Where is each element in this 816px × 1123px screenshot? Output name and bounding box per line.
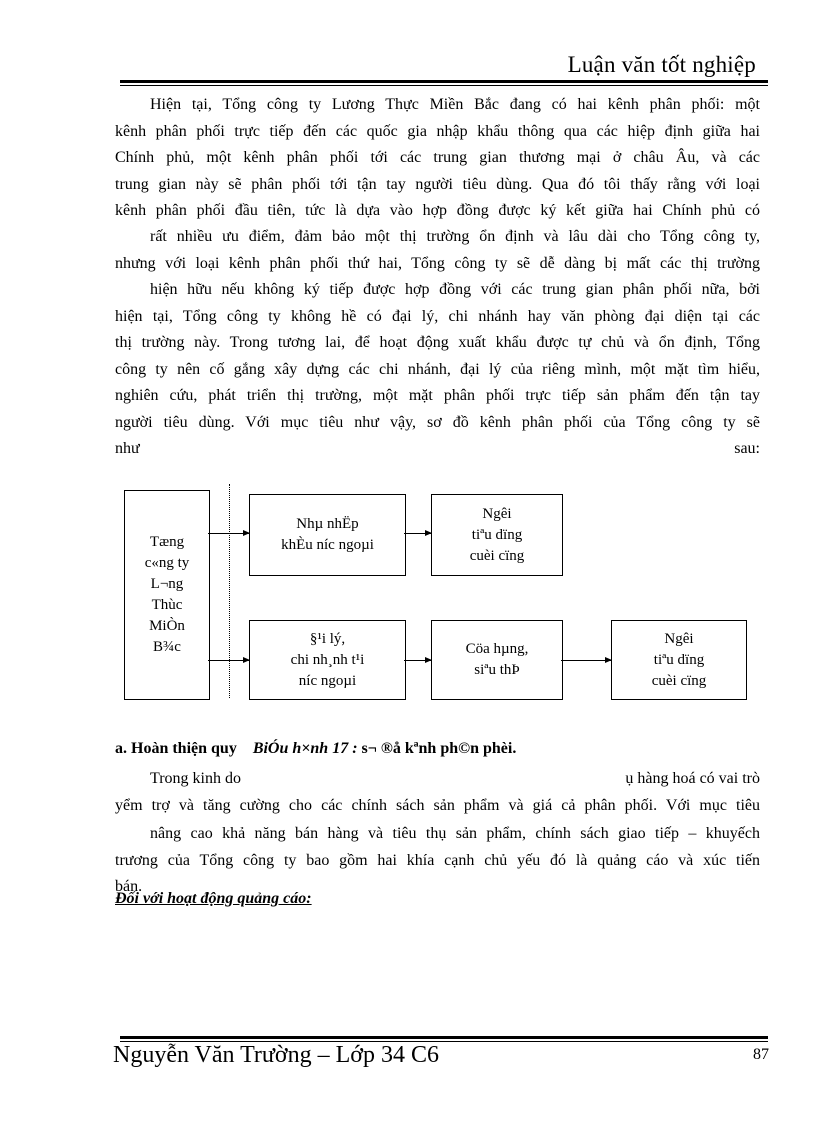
box-line: cuèi cïng: [469, 547, 525, 564]
section-heading-line: [115, 740, 516, 758]
box-line: Ngêi: [664, 630, 694, 647]
arrow-retail-to-consumer: [561, 660, 611, 661]
box-line: tiªu dïng: [653, 651, 705, 668]
text-line: kênh phân phối đầu tiên, tức là dựa vào hợp đồng được ký kết giữa hai Chính phủ có: [115, 202, 760, 219]
figure-caption-label: BiÓu h×nh 17 :: [252, 740, 358, 757]
text-line: hiện hữu nếu không ký tiếp được hợp đồng với các trung gian phân phối nữa, bởi: [150, 281, 760, 298]
paragraph-distribution-2: [115, 224, 760, 277]
text-fragment: như: [115, 440, 140, 457]
box-consumer-top: [431, 494, 563, 576]
dotted-divider: [229, 484, 230, 698]
paragraph-promotion-2: [115, 821, 760, 901]
header-rule-thick: [120, 80, 768, 83]
text-line: hiện tại, Tổng công ty không hề có đại lý, chi nhánh hay văn phòng đại diện tại các: [115, 307, 760, 325]
box-line: §¹i lý,: [309, 630, 346, 647]
box-line: cuèi cïng: [651, 672, 707, 689]
text-fragment: Trong kinh do: [150, 770, 241, 787]
box-line: Ngêi: [482, 505, 512, 522]
page-number: 87: [753, 1046, 769, 1063]
box-line: Thùc: [151, 597, 183, 613]
text-line: Chính phủ, một kênh phân phối tới các trung gian thương mại ở châu Âu, và các: [115, 149, 760, 166]
box-line: MiÒn: [149, 618, 185, 634]
text-line: thị trường này. Trong tương lai, để hoạt động xuất khẩu được tự chủ và ổn định, Tổng: [115, 334, 760, 351]
subheading-advertising: Đối với hoạt động quảng cáo:: [115, 890, 312, 907]
box-line: tiªu dïng: [471, 526, 523, 543]
box-importer: [249, 494, 406, 576]
box-line: Nhµ nhËp: [296, 516, 359, 532]
running-header-title: Luận văn tốt nghiệp: [567, 52, 756, 77]
paragraph-distribution-3: [115, 277, 760, 463]
section-heading: a. Hoàn thiện quy: [115, 740, 237, 757]
text-line: công ty nên cố gắng xây dựng các chi nhánh, đại lý của riêng mình, một mặt tìm hiểu,: [115, 360, 760, 378]
box-agent: [249, 620, 406, 700]
text-line-split: [115, 766, 760, 793]
box-line: siªu thÞ: [474, 662, 520, 678]
arrow-importer-to-consumer: [404, 533, 431, 534]
box-line: khÈu níc ngoµi: [281, 537, 374, 553]
text-line: yểm trợ và tăng cường cho các chính sách sản phẩm và giá cả phân phối. Với mục tiêu: [115, 796, 760, 814]
text-fragment: sau:: [734, 440, 760, 457]
text-fragment: ụ hàng hoá có vai trò: [625, 770, 760, 787]
box-line: chi nh¸nh t¹i: [290, 651, 365, 668]
text-line-split: [115, 436, 760, 463]
text-line: trung gian này sẽ phân phối tới tận tay người tiêu dùng. Qua đó tôi thấy rằng với loại: [115, 175, 760, 193]
paragraph-promotion-1: [115, 766, 760, 819]
text-line: trương của Tổng công ty bao gồm hai khía cạnh chủ yếu đó là quảng cáo và xúc tiến: [115, 851, 760, 869]
text-line: nghiên cứu, phát triển thị trường, một mặt phân phối trực tiếp sản phẩm đến tận tay: [115, 387, 760, 404]
text-line: Hiện tại, Tổng công ty Lương Thực Miền Bắc đang có hai kênh phân phối: một: [150, 96, 760, 113]
paragraph-distribution-1: [115, 92, 760, 225]
text-line: người tiêu dùng. Với mục tiêu như vậy, sơ đồ kênh phân phối của Tổng công ty sẽ: [115, 413, 760, 431]
text-line: kênh phân phối trực tiếp đến các quốc gia nhập khẩu thông qua các hiệp định giữa hai: [115, 122, 760, 140]
header-rule-thin: [120, 85, 768, 86]
footer-rule-thick: [120, 1036, 768, 1039]
text-line: bán.: [115, 878, 143, 895]
box-retail: [431, 620, 563, 700]
text-line: rất nhiều ưu điểm, đảm bảo một thị trường ổn định và lâu dài cho Tổng công ty,: [150, 228, 760, 245]
box-line: Cöa hµng,: [465, 641, 529, 657]
box-company: [124, 490, 210, 700]
box-line: níc ngoµi: [298, 672, 357, 689]
box-consumer-bottom: [611, 620, 747, 700]
box-line: L¬ng: [150, 576, 184, 592]
box-line: Tæng: [149, 534, 185, 550]
text-line: nâng cao khả năng bán hàng và tiêu thụ sản phẩm, chính sách giao tiếp – khuyếch: [150, 825, 760, 842]
arrow-company-to-agent: [208, 660, 249, 661]
arrow-agent-to-retail: [404, 660, 431, 661]
box-line: B¾c: [153, 639, 181, 655]
arrow-company-to-importer: [208, 533, 249, 534]
text-line: nhưng với loại kênh phân phối thứ hai, Tổng công ty sẽ dễ dàng bị mất các thị trường: [115, 254, 760, 272]
footer-author: Nguyễn Văn Trường – Lớp 34 C6: [113, 1042, 439, 1068]
figure-caption-title: s¬ ®å kªnh ph©n phèi.: [361, 740, 517, 757]
box-line: c«ng ty: [144, 555, 190, 571]
